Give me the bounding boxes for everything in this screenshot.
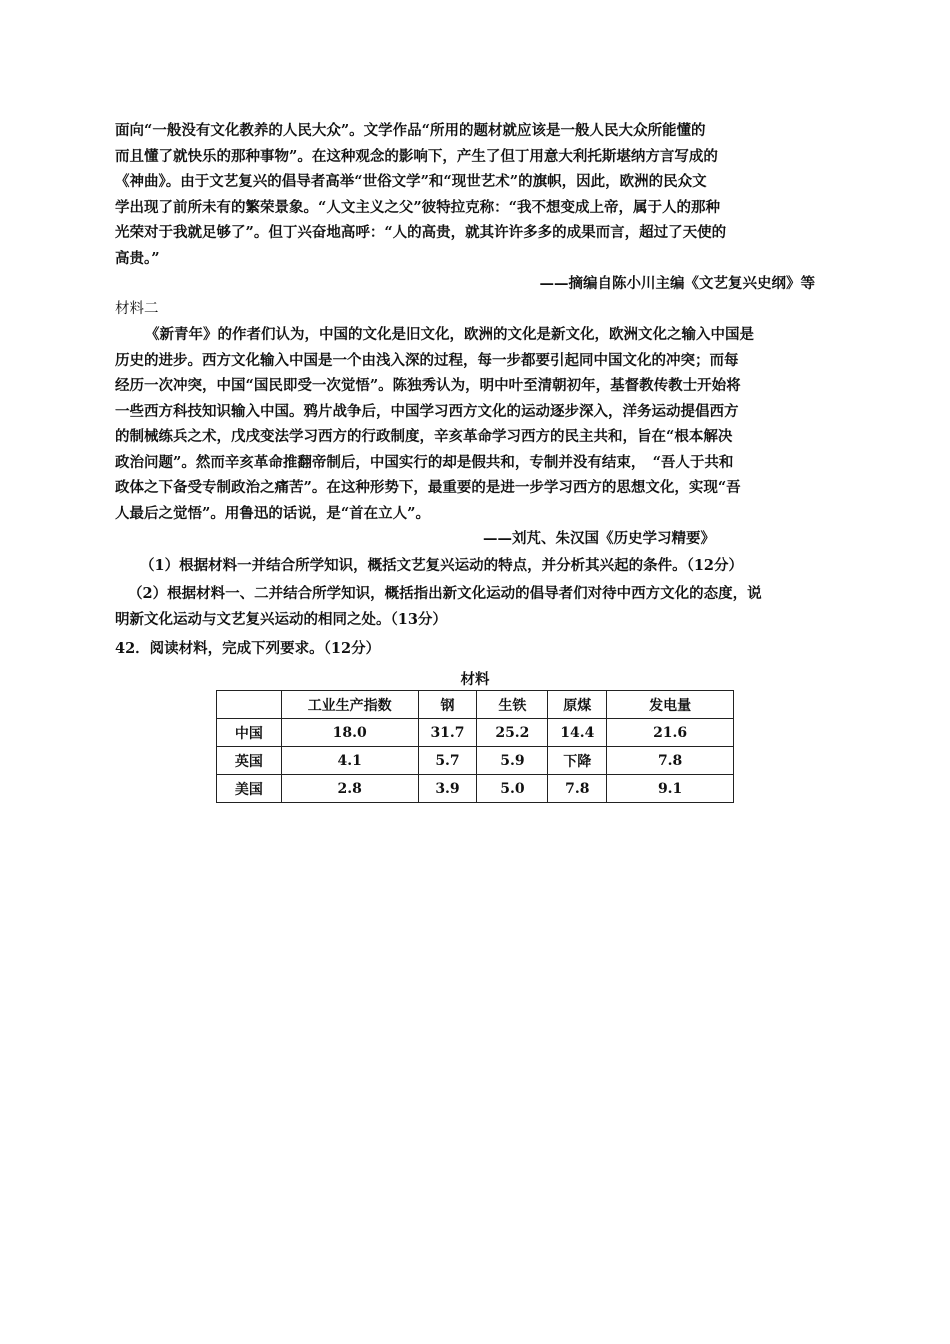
- table-cell: 中国: [217, 719, 282, 747]
- table-header-cell: 工业生产指数: [281, 691, 418, 719]
- table-header-cell: [217, 691, 282, 719]
- material1-line: 学出现了前所未有的繁荣景象。“人文主义之父”彼特拉克称：“我不想变成上帝，属于人的那种: [115, 198, 721, 216]
- table-cell: 美国: [217, 775, 282, 803]
- table-cell: 英国: [217, 747, 282, 775]
- table-cell: 4.1: [281, 747, 418, 775]
- table-cell: 14.4: [548, 719, 607, 747]
- table-cell: 5.9: [477, 747, 548, 775]
- material1-line: 《神曲》。由于文艺复兴的倡导者高举“世俗文学”和“现世艺术”的旗帜，因此，欧洲的民众文: [115, 173, 707, 190]
- material1-line: 光荣对于我就足够了”。但丁兴奋地高呼：“人的高贵，就其许许多多的成果而言，超过了天使的: [115, 224, 727, 241]
- table-cell: 21.6: [607, 719, 734, 747]
- question-42: 42．阅读材料，完成下列要求。（12分）: [115, 640, 381, 657]
- table-cell: 7.8: [607, 747, 734, 775]
- table-caption: 材料: [460, 671, 490, 688]
- table-header-cell: 原煤: [548, 691, 607, 719]
- table-cell: 18.0: [281, 719, 418, 747]
- material1-tail-block: [115, 118, 830, 552]
- table-cell: 下降: [548, 747, 607, 775]
- question-1: （1）根据材料一并结合所学知识，概括文艺复兴运动的特点，并分析其兴起的条件。（12分）: [140, 557, 744, 574]
- material1-line: 高贵。”: [115, 249, 160, 267]
- table-cell: 31.7: [418, 719, 477, 747]
- material1-line: 而且懂了就快乐的那种事物”。在这种观念的影响下，产生了但丁用意大利托斯堪纳方言写成的: [115, 147, 718, 165]
- table-header-cell: 生铁: [477, 691, 548, 719]
- table-cell: 3.9: [418, 775, 477, 803]
- table-header-cell: 钢: [418, 691, 477, 719]
- material2-source: ——刘芃、朱汉国《历史学习精要》: [483, 530, 715, 547]
- table-cell: 5.7: [418, 747, 477, 775]
- material2-line: 一些西方科技知识输入中国。鸦片战争后，中国学习西方文化的运动逐步深入，洋务运动提倡西方: [115, 402, 739, 420]
- table-cell: 25.2: [477, 719, 548, 747]
- table-row: [217, 775, 734, 803]
- table-cell: 7.8: [548, 775, 607, 803]
- material2-line: 政体之下备受专制政治之痛苦”。在这种形势下，最重要的是进一步学习西方的思想文化，实现“吾: [115, 479, 741, 496]
- question-2-line1: （2）根据材料一、二并结合所学知识，概括指出新文化运动的倡导者们对待中西方文化的态度，说: [128, 585, 762, 602]
- material2-line: 历史的进步。西方文化输入中国是一个由浅入深的过程，每一步都要引起同中国文化的冲突；而每: [115, 351, 739, 369]
- material2-line: 的制械练兵之术，戊戌变法学习西方的行政制度，辛亥革命学习西方的民主共和，旨在“根本解决: [115, 428, 733, 445]
- table-row: [217, 719, 734, 747]
- table-cell: 9.1: [607, 775, 734, 803]
- table-header-cell: 发电量: [607, 691, 734, 719]
- material1-source: ——摘编自陈小川主编《文艺复兴史纲》等: [539, 275, 815, 292]
- data-table: [216, 690, 734, 803]
- table-row: [217, 747, 734, 775]
- table-cell: 2.8: [281, 775, 418, 803]
- material2-line: 经历一次冲突，中国“国民即受一次觉悟”。陈独秀认为，明中叶至清朝初年，基督教传教士开始将: [115, 377, 741, 394]
- table-cell: 5.0: [477, 775, 548, 803]
- material2-line: 《新青年》的作者们认为，中国的文化是旧文化，欧洲的文化是新文化，欧洲文化之输入中国是: [145, 326, 754, 343]
- table-header-row: [217, 691, 734, 719]
- material2-heading: 材料二: [115, 300, 159, 317]
- question-2-line2: 明新文化运动与文艺复兴运动的相同之处。（13分）: [115, 611, 447, 628]
- material2-line: 政治问题”。然而辛亥革命推翻帝制后，中国实行的却是假共和，专制并没有结束， “吾人于共和: [115, 453, 734, 471]
- material1-line: 面向“一般没有文化教养的人民大众”。文学作品“所用的题材就应该是一般人民大众所能懂的: [115, 122, 706, 139]
- material2-line: 人最后之觉悟”。用鲁迅的话说，是“首在立人”。: [115, 504, 431, 522]
